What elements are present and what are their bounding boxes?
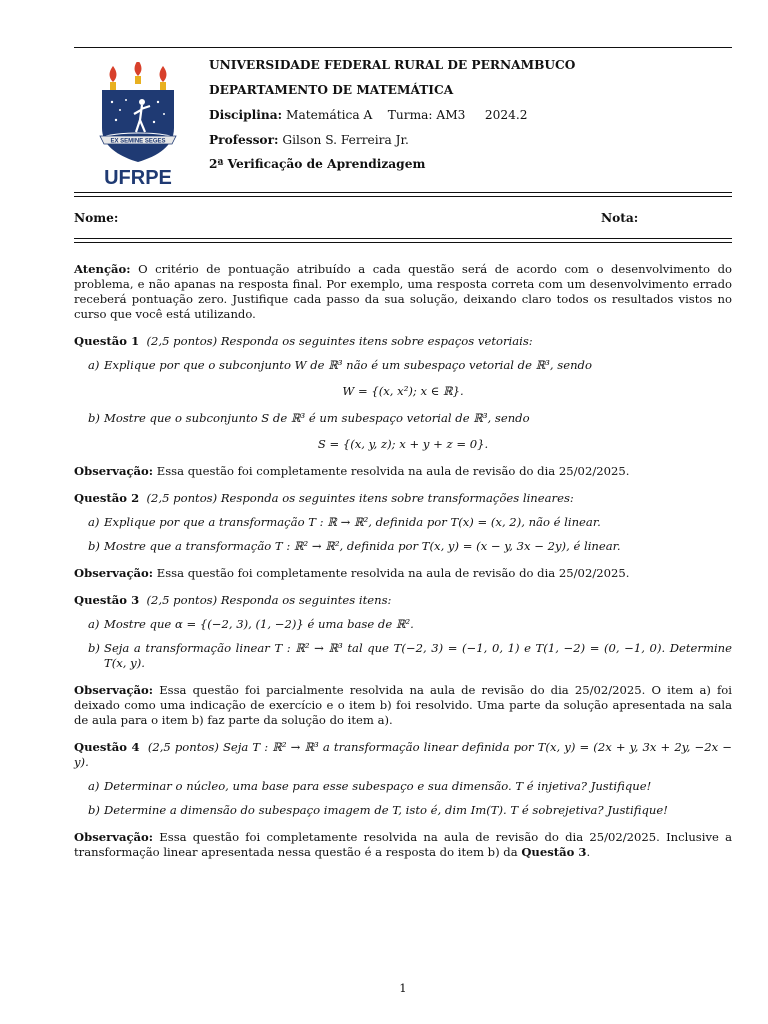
question-4-label: Questão 4 <box>74 740 140 754</box>
question-1-heading <box>74 334 732 349</box>
question-4-observation <box>74 830 732 860</box>
university-name: UNIVERSIDADE FEDERAL RURAL DE PERNAMBUCO <box>209 58 576 72</box>
observation-text: Essa questão foi completamente resolvida na aula de revisão do dia 25/02/2025. <box>156 566 630 580</box>
observation-end: . <box>586 845 591 859</box>
question-2-item-a <box>74 515 732 530</box>
fields-rule-2 <box>74 242 732 243</box>
attention-paragraph <box>74 262 732 322</box>
item-tag: b) <box>88 411 100 425</box>
question-2-item-b <box>74 539 732 554</box>
header-rule-1 <box>74 192 732 193</box>
observation-question-ref: Questão 3 <box>521 845 587 859</box>
question-3-label: Questão 3 <box>74 593 140 607</box>
item-text: Determinar o núcleo, uma base para esse subespaço e sua dimensão. T é injetiva? Justifique! <box>104 779 652 793</box>
exam-header <box>74 54 732 190</box>
item-tag: a) <box>88 515 100 529</box>
observation-label: Observação: <box>74 830 154 844</box>
question-1-intro: (2,5 pontos) Responda os seguintes itens sobre espaços vetoriais: <box>146 334 533 348</box>
observation-text: Essa questão foi parcialmente resolvida na aula de revisão do dia 25/02/2025. O item a) foi deixado como uma indicação de exercício e o item b) foi resolvido. Uma parte da solução apresentada na sala de aula para o item b) faz parte da solução do item a). <box>74 683 732 727</box>
attention-text: O critério de pontuação atribuído a cada questão será de acordo com o desenvolvimento do problema, e não apanas na resposta final. Por exemplo, uma resposta correta com um desenvolvimento errado receberá pontuação zero. Justifique cada passo da sua solução, deixando claro todos os resultados vistos no curso que você está utilizando. <box>74 262 732 321</box>
discipline-label: Disciplina: <box>209 108 283 122</box>
name-label: Nome: <box>74 211 119 225</box>
ufrpe-logo-icon <box>98 62 178 186</box>
question-2-label: Questão 2 <box>74 491 140 505</box>
observation-label: Observação: <box>74 683 154 697</box>
set-s-display: S = {(x, y, z); x + y + z = 0}. <box>317 437 489 451</box>
ufrpe-logo <box>98 62 178 186</box>
item-tag: b) <box>88 803 100 817</box>
discipline-line <box>209 108 527 122</box>
item-text: Seja a transformação linear T : ℝ² → ℝ³ tal que T(−2, 3) = (−1, 0, 1) e T(1, −2) = (0, −1, 0). Determine T(x, y). <box>104 641 732 670</box>
item-text: Mostre que a transformação T : ℝ² → ℝ², definida por T(x, y) = (x − y, 3x − 2y), é linear. <box>104 539 621 553</box>
semester-value: 2024.2 <box>484 108 528 122</box>
top-rule <box>74 47 732 48</box>
grade-label: Nota: <box>601 211 639 225</box>
question-2-heading <box>74 491 732 506</box>
item-tag: b) <box>88 641 100 655</box>
question-3-observation <box>74 683 732 728</box>
observation-label: Observação: <box>74 566 154 580</box>
item-tag: a) <box>88 358 100 372</box>
item-tag: a) <box>88 617 100 631</box>
class-label: Turma: <box>387 108 433 122</box>
question-1-observation <box>74 464 732 479</box>
exam-title: 2ª Verificação de Aprendizagem <box>209 157 426 171</box>
question-3-heading <box>74 593 732 608</box>
question-4-item-a <box>74 779 732 794</box>
item-text: Mostre que o subconjunto S de ℝ³ é um subespaço vetorial de ℝ³, sendo <box>104 411 530 425</box>
professor-value: Gilson S. Ferreira Jr. <box>282 133 409 147</box>
attention-label: Atenção: <box>74 262 131 276</box>
exam-page <box>74 0 732 1024</box>
question-3-item-a <box>74 617 732 632</box>
header-rule-2 <box>74 196 732 197</box>
fields-rule-1 <box>74 238 732 239</box>
question-4-item-b <box>74 803 732 818</box>
question-2-observation <box>74 566 732 581</box>
discipline-value: Matemática A <box>286 108 373 122</box>
set-w-display: W = {(x, x²); x ∈ ℝ}. <box>342 384 464 398</box>
class-value: AM3 <box>436 108 466 122</box>
professor-line <box>209 133 409 147</box>
item-tag: b) <box>88 539 100 553</box>
observation-text: Essa questão foi completamente resolvida na aula de revisão do dia 25/02/2025. <box>156 464 630 478</box>
item-text: Mostre que α = {(−2, 3), (1, −2)} é uma base de ℝ². <box>104 617 414 631</box>
item-text: Explique por que a transformação T : ℝ → ℝ², definida por T(x) = (x, 2), não é linear. <box>104 515 601 529</box>
question-4-heading <box>74 740 732 770</box>
question-3-intro: (2,5 pontos) Responda os seguintes itens: <box>146 593 392 607</box>
question-3-item-b <box>74 641 732 671</box>
item-text: Explique por que o subconjunto W de ℝ³ não é um subespaço vetorial de ℝ³, sendo <box>104 358 592 372</box>
question-4-intro: (2,5 pontos) Seja T : ℝ² → ℝ³ a transformação linear definida por T(x, y) = (2x + y, 3x + 2y, −2x − y). <box>74 740 732 769</box>
question-2-intro: (2,5 pontos) Responda os seguintes itens sobre transformações lineares: <box>146 491 574 505</box>
observation-label: Observação: <box>74 464 154 478</box>
svg-text:UFRPE: UFRPE <box>104 167 172 186</box>
question-1-item-b <box>74 411 732 426</box>
page-number: 1 <box>399 981 407 995</box>
department-name: DEPARTAMENTO DE MATEMÁTICA <box>209 83 454 97</box>
svg-text:EX SEMINE SEGES: EX SEMINE SEGES <box>110 138 166 145</box>
item-tag: a) <box>88 779 100 793</box>
question-1-label: Questão 1 <box>74 334 140 348</box>
observation-text: Essa questão foi completamente resolvida na aula de revisão do dia 25/02/2025. Inclusive a transformação linear apresentada nessa questão é a resposta do item b) da <box>74 830 733 859</box>
exam-body <box>74 262 732 860</box>
question-1-item-a <box>74 358 732 373</box>
item-text: Determine a dimensão do subespaço imagem de T, isto é, dim Im(T). T é sobrejetiva? Justifique! <box>104 803 668 817</box>
professor-label: Professor: <box>209 133 279 147</box>
